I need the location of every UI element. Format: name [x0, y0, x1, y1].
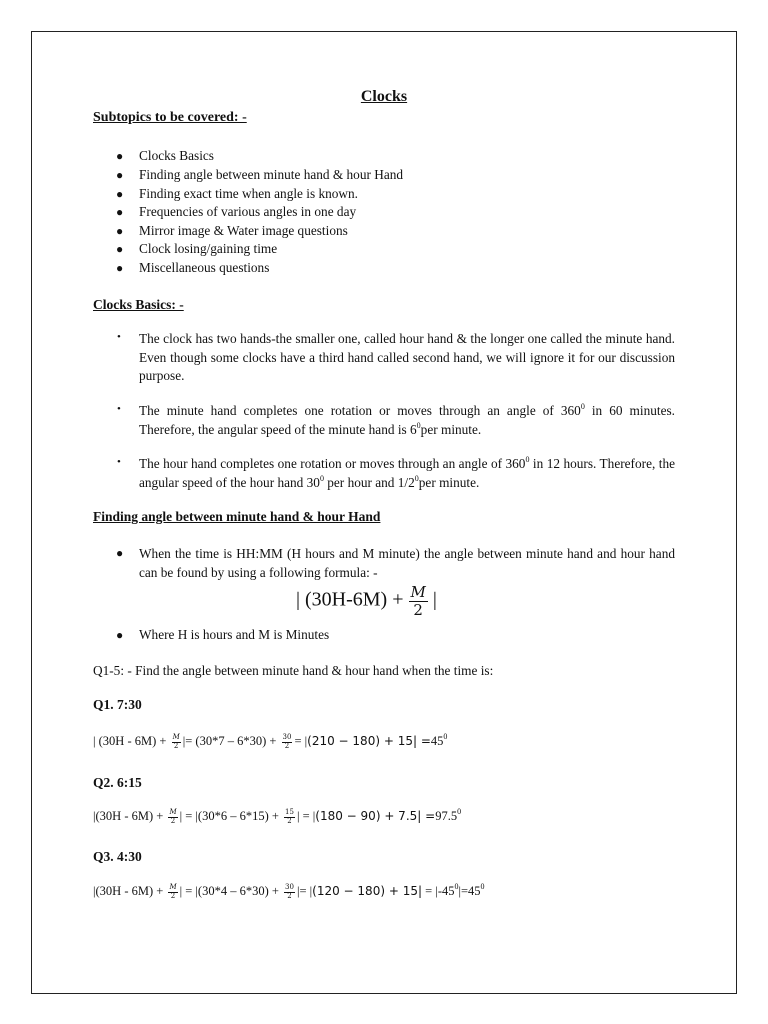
question-solution: | (30H - 6M) + $\frac{M}{2}$ |= (30*7 – 6*30) + $\frac{30}{2}$ = $|(210 - 180) + 15| =45^0$	[93, 732, 448, 750]
formula-description: When the time is HH:MM (H hours and M minute) the angle between minute hand and hour hand can be found by using a following formula: -	[139, 546, 675, 580]
subtopics-heading: Subtopics to be covered: -	[93, 110, 247, 125]
formula-note: Where H is hours and M is Minutes	[139, 627, 330, 642]
bullet-icon: •	[117, 331, 121, 343]
questions-intro: Q1-5: - Find the angle between minute hand & hour hand when the time is:	[93, 663, 494, 678]
list-item: Clocks Basics	[139, 148, 214, 163]
bullet-icon: •	[117, 403, 121, 415]
bullet-icon: ●	[116, 242, 124, 256]
list-item: Finding exact time when angle is known.	[139, 186, 358, 201]
bullet-icon: ●	[116, 168, 124, 182]
question-solution: |(30H - 6M) + $\frac{M}{2}$ | = |(30*4 – 6*30) + $\frac{30}{2}$ |= $|(120 - 180) + 15| = |-45^0|=45^0$	[93, 882, 485, 900]
angle-formula: | (30H-6M) + $\frac{M}{2}$ |	[296, 583, 437, 619]
angle-heading: Finding angle between minute hand & hour Hand	[93, 509, 381, 524]
basics-paragraph-2: The minute hand completes one rotation or moves through an angle of $360^0$ in 60 minutes. Therefore, the angular speed of the minute hand is $6^0per$ minute.	[139, 402, 675, 437]
bullet-icon: ●	[116, 261, 124, 275]
bullet-icon: ●	[116, 546, 124, 560]
bullet-icon: ●	[116, 224, 124, 238]
question-solution: |(30H - 6M) + $\frac{M}{2}$ | = |(30*6 – 6*15) + $\frac{15}{2}$ | = $|(180 - 90) + 7.5| =97.5^0$	[93, 807, 462, 825]
bullet-icon: ●	[116, 187, 124, 201]
bullet-icon: ●	[116, 149, 124, 163]
list-item: Mirror image & Water image questions	[139, 223, 348, 238]
bullet-icon: •	[117, 456, 121, 468]
list-item: Finding angle between minute hand & hour Hand	[139, 167, 404, 182]
list-item: Clock losing/gaining time	[139, 241, 278, 256]
list-item: Frequencies of various angles in one day	[139, 204, 357, 219]
clocks-basics-heading: Clocks Basics: -	[93, 297, 184, 312]
question-label: Q1. 7:30	[93, 697, 142, 712]
basics-paragraph-3: The hour hand completes one rotation or moves through an angle of $360^0$ in 12 hours. Therefore, the angular speed of the hour hand $30^0$ per hour and $1/2^0per$ minute.	[139, 455, 675, 490]
bullet-icon: ●	[116, 205, 124, 219]
question-label: Q3. 4:30	[93, 849, 142, 864]
list-item: Miscellaneous questions	[139, 260, 270, 275]
formula-fraction: $\frac{M}{2}$	[410, 583, 426, 619]
bullet-icon: ●	[116, 628, 124, 642]
basics-paragraph-1: The clock has two hands-the smaller one, called hour hand & the longer one called the minute hand. Even though some clocks have a third hand called second hand, we will ignore it for our discussion purpose.	[139, 331, 675, 383]
question-label: Q2. 6:15	[93, 775, 142, 790]
page-title: Clocks	[360, 88, 408, 105]
